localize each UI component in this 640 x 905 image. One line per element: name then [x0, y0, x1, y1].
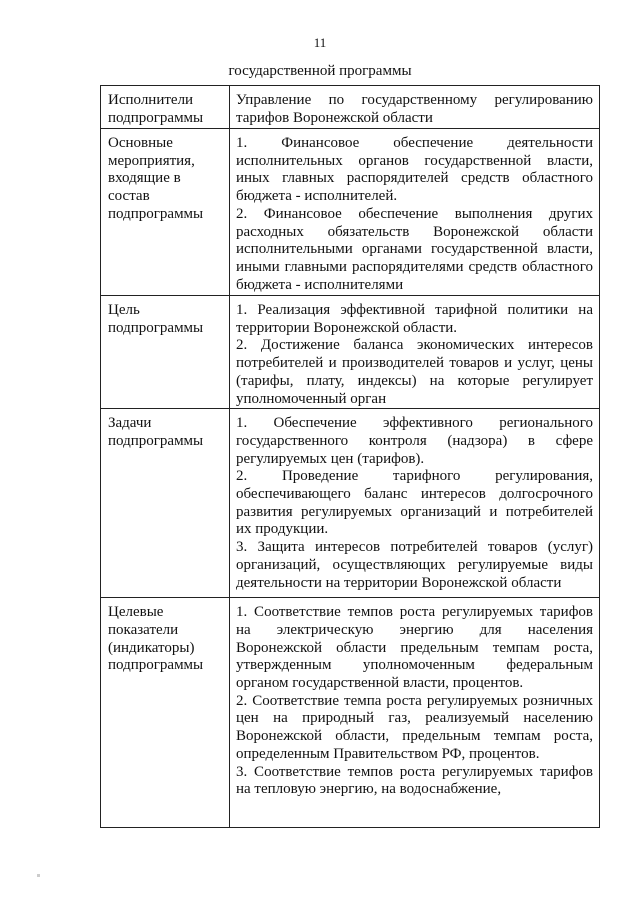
indicator-item: 3. Соответствие темпов роста регулируемых тарифов на тепловую энергию, на водоснабжение, — [236, 763, 593, 798]
row-value — [230, 296, 599, 408]
indicator-item: 2. Соответствие темпа роста регулируемых розничных цен на природный газ, реализуемый населению Воронежской области, предельным темпам роста, определенным Правительством РФ, процентов. — [236, 692, 593, 762]
row-value-cell — [230, 409, 600, 598]
row-value — [230, 86, 599, 127]
task-item: 1. Обеспечение эффективного регионального государственного контроля (надзора) в сфере регулируемых цен (тарифов). — [236, 415, 593, 467]
row-label: Исполнители подпрограммы — [108, 92, 204, 126]
row-label-cell — [101, 598, 230, 828]
row-value — [230, 129, 599, 294]
row-label-cell — [101, 86, 230, 129]
row-label: Основные мероприятия, входящие в состав подпрограммы — [108, 135, 204, 222]
executor-text: Управление по государственному регулированию тарифов Воронежской области — [236, 92, 593, 126]
indicator-item: 1. Соответствие темпов роста регулируемых тарифов на электрическую энергию для населения Воронежской области предельным темпам роста, утвержденным уполномоченным федеральным органом государственной власти, процентов. — [236, 604, 593, 692]
row-label-cell — [101, 409, 230, 598]
page-header: государственной программы — [228, 63, 412, 79]
table-row-tasks — [101, 409, 600, 598]
goal-item: 2. Достижение баланса экономических интересов потребителей и производителей товаров и услуг, цены (тарифы, плату, индексы) на которые регулирует уполномоченный орган — [236, 337, 593, 407]
row-label-cell — [101, 296, 230, 409]
row-value-cell — [230, 86, 600, 129]
table-row-goal — [101, 296, 600, 409]
row-value-cell — [230, 129, 600, 296]
row-label: Цель подпрограммы — [108, 302, 204, 336]
row-value-cell — [230, 598, 600, 828]
scan-speck — [37, 874, 40, 877]
task-item: 3. Защита интересов потребителей товаров (услуг) организаций, осуществляющих регулируемые виды деятельности на территории Воронежской области — [236, 539, 593, 591]
table-row-executors — [101, 86, 600, 129]
row-label: Задачи подпрограммы — [108, 415, 204, 449]
activity-item: 1. Финансовое обеспечение деятельности исполнительных органов государственной власти, иных главных распорядителей средств областного бюджета - исполнителей. — [236, 135, 593, 205]
subprogram-passport-table — [100, 85, 600, 828]
goal-item: 1. Реализация эффективной тарифной политики на территории Воронежской области. — [236, 302, 593, 336]
row-label: Целевые показатели (индикаторы) подпрограммы — [108, 604, 204, 674]
page-number: 11 — [313, 35, 327, 50]
activity-item: 2. Финансовое обеспечение выполнения других расходных обязательств Воронежской области исполнительными органами государственной власти, иными главными распорядителями средств областного бюджета - исполнителями — [236, 205, 593, 293]
row-label-cell — [101, 129, 230, 296]
table-row-target-indicators — [101, 598, 600, 828]
table-row-main-activities — [101, 129, 600, 296]
task-item: 2. Проведение тарифного регулирования, обеспечивающего баланс интересов долгосрочного развития регулируемых организаций и потребителей их продукции. — [236, 468, 593, 538]
row-value-cell — [230, 296, 600, 409]
row-value — [230, 409, 599, 592]
row-value — [230, 598, 599, 799]
